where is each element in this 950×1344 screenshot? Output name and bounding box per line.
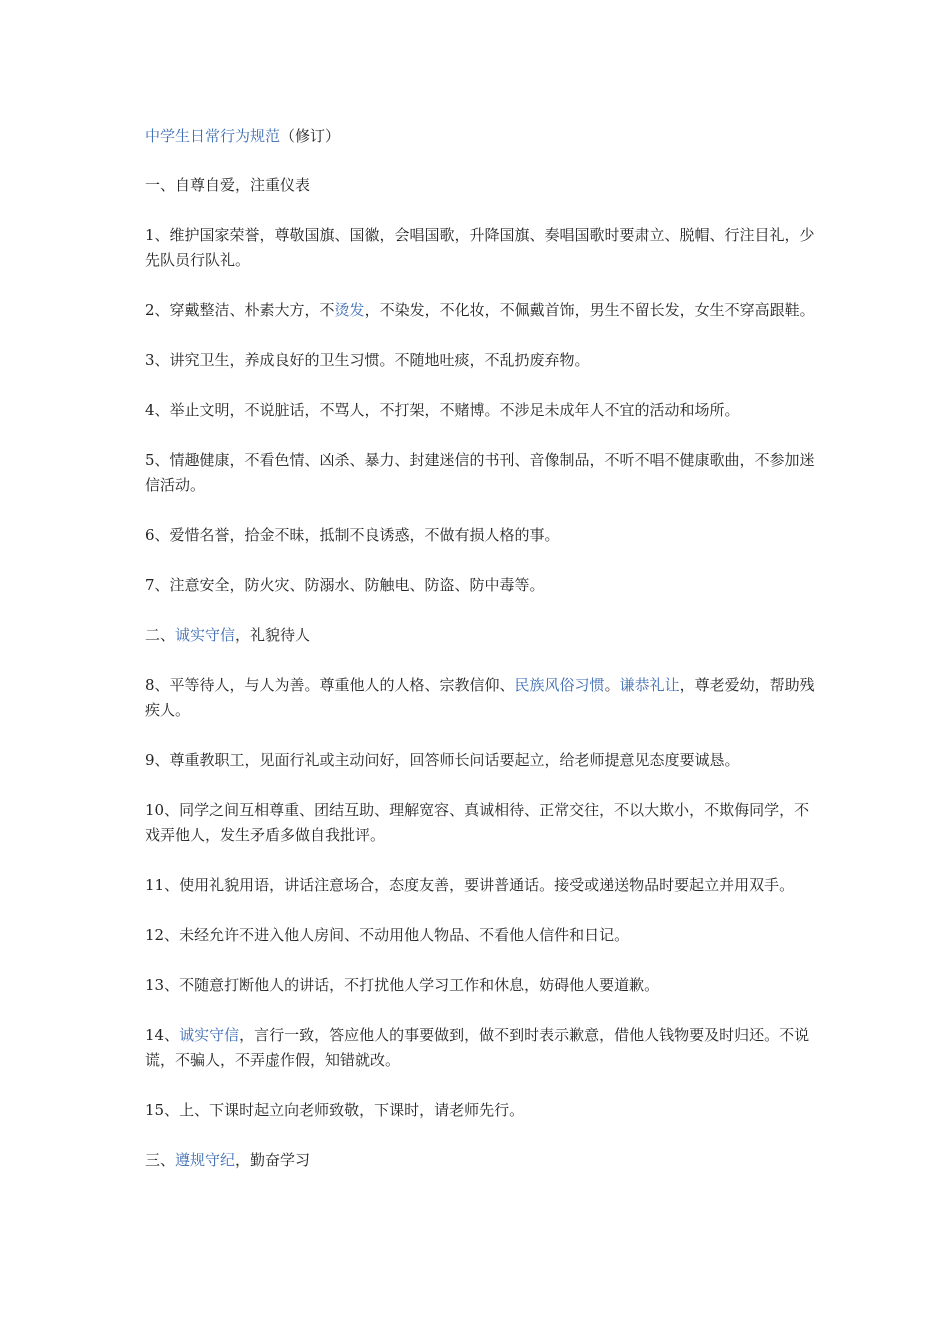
rule-item-8 <box>145 673 817 723</box>
section-heading-2 <box>145 623 817 648</box>
rule-item-11: 11、使用礼貌用语，讲话注意场合，态度友善，要讲普通话。接受或递送物品时要起立并用双手。 <box>145 876 795 894</box>
link-chengshi-shouxin[interactable]: 诚实守信 <box>175 626 236 644</box>
section-3-prefix: 三、 <box>145 1151 176 1169</box>
rule-item-13: 13、不随意打断他人的讲话，不打扰他人学习工作和休息，妨碍他人要道歉。 <box>145 976 660 994</box>
section-2-prefix: 二、 <box>145 626 176 644</box>
rule-item-7: 7、注意安全，防火灾、防溺水、防触电、防盗、防中毒等。 <box>145 576 545 594</box>
document-body <box>145 124 817 1198</box>
rule-item-15: 15、上、下课时起立向老师致敬，下课时，请老师先行。 <box>145 1101 525 1119</box>
link-chengshi-shouxin-2[interactable]: 诚实守信 <box>179 1026 240 1044</box>
link-tangfa[interactable]: 烫发 <box>334 301 365 319</box>
title-suffix: （修订） <box>280 127 341 145</box>
link-qiangong-lirang[interactable]: 谦恭礼让 <box>619 676 680 694</box>
link-zungui-shouji[interactable]: 遵规守纪 <box>175 1151 236 1169</box>
rule-item-14-text-b: ，言行一致，答应他人的事要做到，做不到时表示歉意，借他人钱物要及时归还。不说谎，不骗人，不弄虚作假，知错就改。 <box>145 1026 810 1069</box>
link-minzu-fengsu[interactable]: 民族风俗习惯 <box>514 676 605 694</box>
rule-item-10: 10、同学之间互相尊重、团结互助、理解宽容、真诚相待、正常交往，不以大欺小，不欺侮同学，不戏弄他人，发生矛盾多做自我批评。 <box>145 801 810 844</box>
rule-item-9: 9、尊重教职工，见面行礼或主动问好，回答师长问话要起立，给老师提意见态度要诚恳。 <box>145 751 740 769</box>
title-link[interactable]: 中学生日常行为规范 <box>145 127 281 145</box>
section-3-suffix: ，勤奋学习 <box>235 1151 311 1169</box>
rule-item-14 <box>145 1023 817 1073</box>
rule-item-2 <box>145 298 817 323</box>
rule-item-8-text-b: ，尊老爱幼，帮助残疾人。 <box>145 676 815 719</box>
rule-item-8-sep: 。 <box>604 676 620 694</box>
rule-item-2-text-b: ，不染发，不化妆，不佩戴首饰，男生不留长发，女生不穿高跟鞋。 <box>364 301 815 319</box>
section-heading-1: 一、自尊自爱，注重仪表 <box>145 176 311 194</box>
rule-item-4: 4、举止文明，不说脏话，不骂人，不打架，不赌博。不涉足未成年人不宜的活动和场所。 <box>145 401 740 419</box>
rule-item-12: 12、未经允许不进入他人房间、不动用他人物品、不看他人信件和日记。 <box>145 926 630 944</box>
rule-item-5: 5、情趣健康，不看色情、凶杀、暴力、封建迷信的书刊、音像制品，不听不唱不健康歌曲，不参加迷信活动。 <box>145 451 815 494</box>
section-2-suffix: ，礼貌待人 <box>235 626 311 644</box>
rule-item-1: 1、维护国家荣誉，尊敬国旗、国徽，会唱国歌，升降国旗、奏唱国歌时要肃立、脱帽、行注目礼，少先队员行队礼。 <box>145 226 815 269</box>
rule-item-3: 3、讲究卫生，养成良好的卫生习惯。不随地吐痰，不乱扔废弃物。 <box>145 351 590 369</box>
rule-item-6: 6、爱惜名誉，拾金不昧，抵制不良诱惑，不做有损人格的事。 <box>145 526 560 544</box>
rule-item-8-text-a: 8、平等待人，与人为善。尊重他人的人格、宗教信仰、 <box>145 676 515 694</box>
document-title <box>145 124 817 149</box>
rule-item-2-text-a: 2、穿戴整洁、朴素大方，不 <box>145 301 335 319</box>
section-heading-3 <box>145 1148 817 1173</box>
rule-item-14-text-a: 14、 <box>145 1026 180 1044</box>
